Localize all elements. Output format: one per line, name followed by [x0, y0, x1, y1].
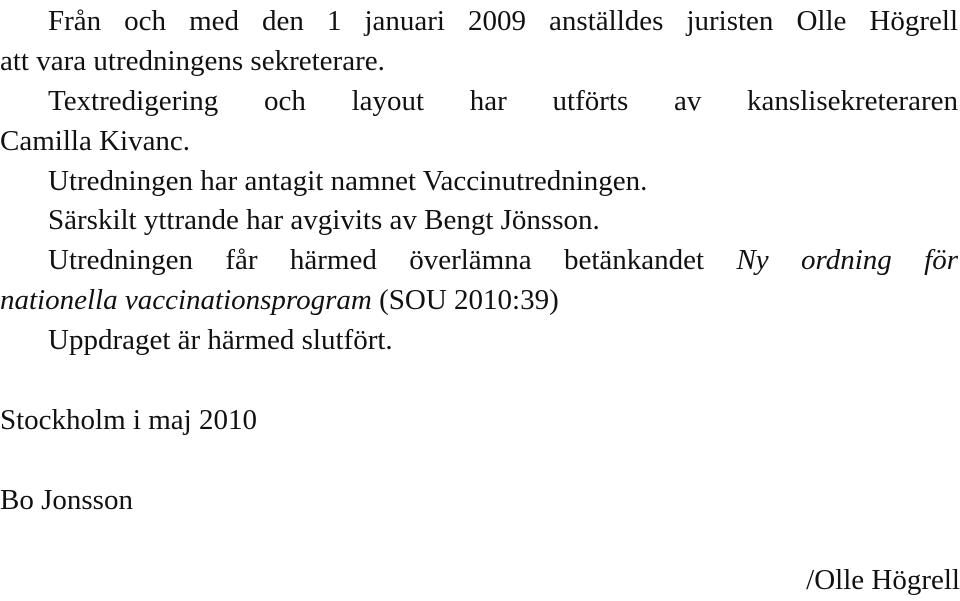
paragraph-4: Särskilt yttrande har avgivits av Bengt Jönsson.	[48, 204, 600, 236]
signatory-name: Bo Jonsson	[0, 484, 133, 516]
secretary-name: /Olle Högrell	[806, 564, 960, 596]
paragraph-6: Uppdraget är härmed slutfört.	[48, 324, 393, 356]
paragraph-2-line-2: Camilla Kivanc.	[0, 125, 191, 157]
paragraph-5-line-1	[48, 243, 958, 277]
paragraph-5-line-2	[0, 283, 559, 317]
paragraph-3: Utredningen har antagit namnet Vaccinutredningen.	[48, 165, 648, 197]
report-title-part-2: nationella vaccinationsprogram	[0, 284, 372, 316]
report-reference: (SOU 2010:39)	[379, 284, 559, 316]
paragraph-1-line-2: att vara utredningens sekreterare.	[0, 45, 385, 77]
paragraph-1-line-1: Från och med den 1 januari 2009 anställdes juristen Olle Högrell	[48, 5, 958, 37]
place-and-date: Stockholm i maj 2010	[0, 404, 257, 436]
paragraph-2-line-1: Textredigering och layout har utförts av kanslisekreteraren	[48, 85, 958, 117]
report-title-part-1: Ny ordning för	[736, 244, 958, 276]
paragraph-5-line-1-text: Utredningen får härmed överlämna betänkandet	[48, 244, 705, 276]
